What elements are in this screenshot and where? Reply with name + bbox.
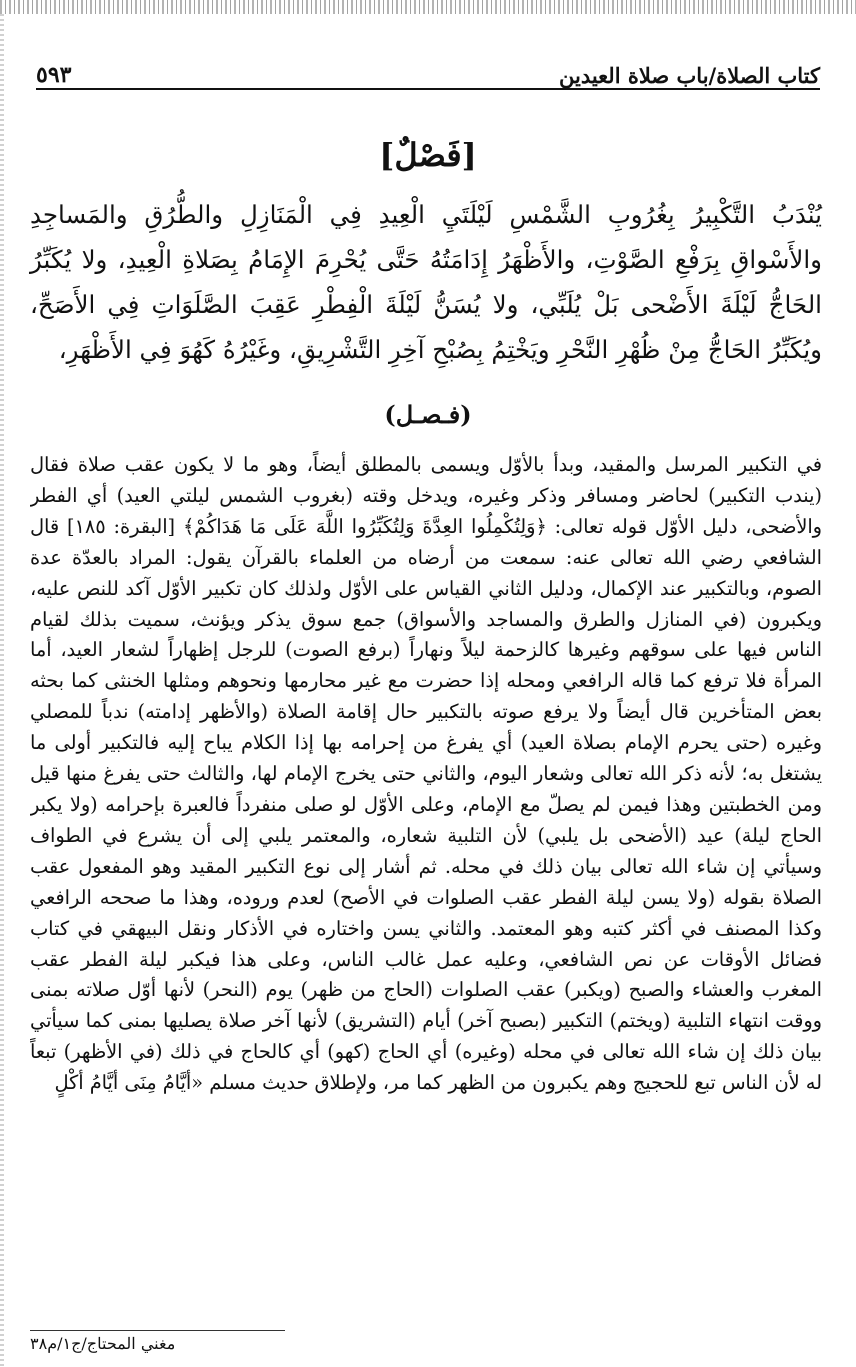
section-heading-mid: (فـصـل)	[384, 400, 472, 429]
header-title: كتاب الصلاة/باب صلاة العيدين	[558, 63, 820, 88]
left-edge-border	[0, 14, 4, 1367]
page-number: ٥٩٣	[36, 62, 72, 88]
commentary-text-block	[30, 450, 822, 1325]
footer-source: مغني المحتاج/ج١/م٣٨	[30, 1334, 176, 1353]
matn-text-block	[30, 192, 822, 372]
footer-rule	[30, 1330, 285, 1331]
running-header	[36, 54, 820, 90]
section-heading-top: [فَصْلٌ]	[379, 136, 477, 174]
commentary-paragraph: في التكبير المرسل والمقيد، وبدأ بالأوّل ويسمى بالمطلق أيضاً، وهو ما لا يكون عقب صلاة فقال (يندب التكبير) لحاضر ومسافر وذكر وغيره، ويدخل وقته (بغروب الشمس ليلتي العيد) أي الفطر والأضحى، دليل الأوّل قوله تعالى: ﴿وَلِتُكْمِلُوا العِدَّةَ وَلِتُكَبِّرُوا اللَّهَ عَلَى مَا هَدَاكُمْ﴾ [البقرة: ١٨٥] قال الشافعي رضي الله تعالى عنه: سمعت من أرضاه من العلماء بالقرآن يقول: المراد بالعدّة عدة الصوم، وبالتكبير عند الإكمال، ودليل الثاني القياس على الأوّل ولذلك كان تكبير الأوّل آكد للنص عليه، ويكبرون (في المنازل والطرق والمساجد والأسواق) جمع سوق يذكر ويؤنث، سميت بذلك لقيام الناس فيها على سوقهم وغيرها كالزحمة ليلاً ونهاراً (برفع الصوت) للرجل إظهاراً لشعار العيد، أما المرأة فلا ترفع كما قاله الرافعي ومحله إذا حضرت مع غير محارمها ونحوهم ومثلها الخنثى كما بحثه بعض المتأخرين قال أيضاً ولا يرفع صوته بالتكبير حال إقامة الصلاة (والأظهر إدامته) ندباً للمصلي وغيره (حتى يحرم الإمام بصلاة العيد) أي يفرغ من إحرامه بها إذا الكلام يباح إليه فالتكبير أولى ما يشتغل به؛ لأنه ذكر الله تعالى وشعار اليوم، والثاني حتى يخرج الإمام لها، والثالث حتى يفرغ منها قيل ومن الخطبتين وهذا فيمن لم يصلّ مع الإمام، وعلى الأوّل لو صلى منفرداً فالعبرة بإحرامه (ولا يكبر الحاج ليلة) عيد (الأضحى بل يلبي) لأن التلبية شعاره، والمعتمر يلبي إلى أن يشرع في الطواف وسيأتي إن شاء الله تعالى بيان ذلك في محله. ثم أشار إلى نوع التكبير المقيد وهو المفعول عقب الصلاة بقوله (ولا يسن ليلة الفطر عقب الصلوات في الأصح) لعدم وروده، وهذا ما صححه الرافعي وكذا المصنف في أكثر كتبه وهو المعتمد. والثاني يسن واختاره في الأذكار ونقل البيهقي في كتاب فضائل الأوقات عن نص الشافعي، وعليه عمل غالب الناس، وعلى هذا فيكبر ليلة الفطر عقب المغرب والعشاء والصبح (ويكبر) عقب الصلوات (الحاج من ظهر) يوم (النحر) لأنها أوّل صلاته بمنى ووقت انتهاء التلبية (ويختم) التكبير (بصبح آخر) أيام (التشريق) لأنها آخر صلاة يصليها بمنى كما سيأتي بيان ذلك إن شاء الله تعالى في محله (وغيره) أي الحاج (كهو) أي كالحاج في ذلك (في الأظهر) تبعاً له لأن الناس تبع للحجيج وهم يكبرون من الظهر كما مر، ولإطلاق حديث مسلم «أيَّامُ مِنَى أيَّامُ أكْلٍ	[30, 453, 822, 1095]
top-decorative-border	[0, 0, 856, 14]
matn-paragraph: يُنْدَبُ التَّكْبِيرُ بِغُرُوبِ الشَّمْسِ لَيْلَتَيِ الْعِيدِ فِي الْمَنَازِلِ والطُّرُقِ والمَساجِدِ والأَسْواقِ بِرَفْعِ الصَّوْتِ، والأَظْهَرُ إِدَامَتُهُ حَتَّى يُحْرِمَ الإِمَامُ بِصَلاةِ الْعِيدِ، ولا يُكَبِّرُ الحَاجُّ لَيْلَةَ الأَضْحى بَلْ يُلَبِّي، ولا يُسَنُّ لَيْلَةَ الْفِطْرِ عَقِبَ الصَّلَوَاتِ فِي الأَصَحِّ، ويُكَبِّرُ الحَاجُّ مِنْ ظُهْرِ النَّحْرِ ويَخْتِمُ بِصُبْحِ آخِرِ التَّشْرِيقِ، وغَيْرُهُ كَهُوَ فِي الأَظْهَرِ،	[30, 200, 822, 364]
